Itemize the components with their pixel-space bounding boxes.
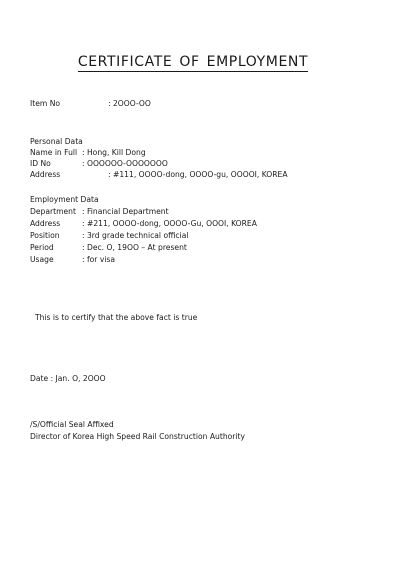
personal-address-label: Address bbox=[30, 170, 61, 179]
authority-line: Director of Korea High Speed Rail Construction Authority bbox=[30, 432, 245, 441]
department-label: Department bbox=[30, 207, 76, 216]
period-value: : Dec. O, 19OO – At present bbox=[82, 243, 187, 252]
position-value: : 3rd grade technical official bbox=[82, 231, 189, 240]
period-label: Period bbox=[30, 243, 54, 252]
personal-address-value: : #111, OOOO-dong, OOOO-gu, OOOOI, KOREA bbox=[108, 170, 288, 179]
id-value: : OOOOOO-OOOOOOO bbox=[82, 159, 168, 168]
item-no-label: Item No bbox=[30, 99, 61, 108]
department-value: : Financial Department bbox=[82, 207, 169, 216]
usage-value: : for visa bbox=[82, 255, 116, 264]
item-no-value: : 2OOO-OO bbox=[108, 99, 151, 108]
employment-address-label: Address bbox=[30, 219, 61, 228]
date-line: Date : Jan. O, 2OOO bbox=[30, 374, 106, 383]
document-title bbox=[0, 54, 386, 72]
position-label: Position bbox=[30, 231, 60, 240]
seal-line: /S/Official Seal Affixed bbox=[30, 420, 114, 429]
personal-data-heading: Personal Data bbox=[30, 137, 83, 146]
name-value: : Hong, Kill Dong bbox=[82, 148, 146, 157]
document-title-text: CERTIFICATE OF EMPLOYMENT bbox=[77, 54, 309, 70]
id-label: ID No bbox=[30, 159, 51, 168]
employment-address-value: : #211, OOOO-dong, OOOO-Gu, OOOI, KOREA bbox=[82, 219, 257, 228]
name-label: Name in Full bbox=[30, 148, 78, 157]
employment-data-heading: Employment Data bbox=[30, 195, 99, 204]
usage-label: Usage bbox=[30, 255, 54, 264]
certify-statement: This is to certify that the above fact is true bbox=[35, 313, 198, 322]
